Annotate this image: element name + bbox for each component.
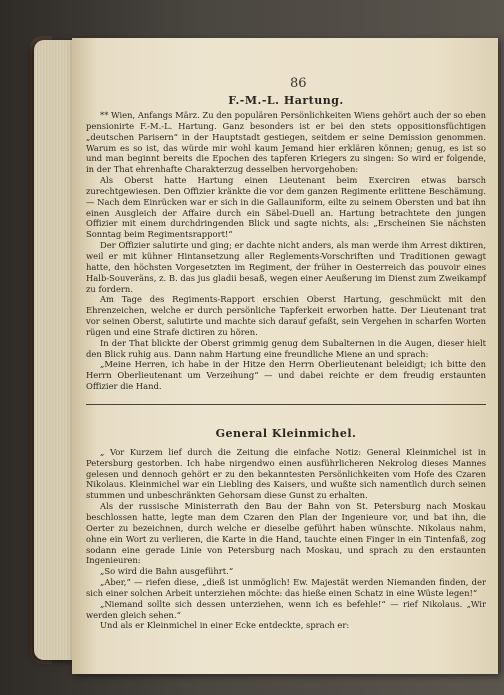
paragraph: „ Vor Kurzem lief durch die Zeitung die einfache Notiz: General Kleinmichel ist in Petersburg gestorben. Ich habe nirgendwo einen ausführlicheren Nekrolog dieses Mannes gelesen und dennoch gehört er zu den bekanntesten Persönlichkeiten vom Hofe des Czaren Nikolaus. Kleinmichel war ein Liebling des Kaisers, und wußte sich namentlich durch seinen stummen und unbeschränkten Gehorsam diese Gunst zu erhalten.	[86, 446, 486, 501]
paragraph: „Aber,“ — riefen diese, „dieß ist unmöglich! Ew. Majestät werden Niemanden finden, der sich einer solchen Arbeit unterziehen möchte: das hieße einen Schatz in eine Wüste legen!“	[86, 577, 486, 598]
paragraph: Am Tage des Regiments-Rapport erschien Oberst Hartung, geschmückt mit den Ehrenzeichen, welche er durch persönliche Tapferkeit erworben hatte. Der Lieutenant trat vor seinen Oberst, salutirte und machte sich darauf gefaßt, sein Vergehen in scharfen Worten rügen und eine Strafe dictiren zu hören.	[86, 294, 486, 337]
article-title-hartung: F.-M.-L. Hartung.	[228, 94, 344, 107]
paragraph: Und als er Kleinmichel in einer Ecke entdeckte, sprach er:	[100, 620, 350, 631]
paragraph: Als der russische Ministerrath den Bau der Bahn von St. Petersburg nach Moskau beschlossen hatte, legte man dem Czaren den Plan der Ingenieure vor, und bat ihn, die Oerter zu bezeichnen, durch welche er dieselbe geführt haben wünschte. Nikolaus nahm, ohne ein Wort zu verlieren, die Karte in die Hand, tauchte einen Finger in ein Tintenfaß, zog sodann eine gerade Linie von Petersburg nach Moskau, und sprach zu den erstaunten Ingenieuren:	[86, 501, 486, 566]
paragraph: „Meine Herren, ich habe in der Hitze den Herrn Oberlieutenant beleidigt; ich bitte den Herrn Oberlieutenant um Verzeihung“ — und dabei reichte er dem freudig erstaunten Offizier die Hand.	[86, 359, 486, 392]
paragraph: Als Oberst hatte Hartung einen Lieutenant beim Exerciren etwas barsch zurechtgewiesen. Den Offizier kränkte die vor dem ganzen Regimente erlittene Beschämung. — Nach dem Einrücken war er sich in die Gallauniform, eilte zu seinem Obersten und bat ihn einen Ausgleich der Affaire durch ein Säbel-Duell an. Hartung betrachtete den jungen Offizier mit einem durchdringenden Blick und sagte nichts, als: „Erscheinen Sie nächsten Sonntag beim Regimentsrapport!“	[86, 175, 486, 240]
paragraph: In der That blickte der Oberst grimmig genug dem Subalternen in die Augen, dieser hielt den Blick ruhig aus. Dann nahm Hartung eine freundliche Miene an und sprach:	[86, 337, 486, 359]
paragraph: „So wird die Bahn ausgeführt.“	[100, 566, 234, 577]
paragraph: „Niemand sollte sich dessen unterziehen, wenn ich es befehle!“ — rief Nikolaus. „Wir werden gleich sehen.“	[86, 598, 486, 620]
section-divider	[86, 404, 486, 405]
article-hartung	[86, 110, 486, 392]
page-text	[86, 72, 486, 631]
page-number: 86	[290, 76, 307, 91]
paragraph: ** Wien, Anfangs März. Zu den populären Persönlichkeiten Wiens gehört auch der so eben pensionirte F.-M.-L. Hartung. Ganz besonders ist er bei den stets oppositionsfüchtigen „deutschen Parisern“ in der Hauptstadt gestiegen, seitdem er seine Demission genommen. Warum es so ist, das würde mir wohl kaum Jemand hier erklären können; genug, es ist so und man beginnt bereits die Epochen des tapferen Kriegers zu singen: So wird er folgende, in der That ehrenhafte Charakterzug desselben hervorgehoben:	[86, 110, 487, 175]
paragraph: Der Offizier salutirte und ging; er dachte nicht anders, als man werde ihm Arrest diktiren, weil er mit kühner Hintansetzung aller Reglements-Vorschriften und Traditionen gewagt hatte, den höchsten Vorgesetzten im Regiment, der früher in Oesterreich das pouvoir eines Halb-Souveräns, z. B. das jus gladii besaß, wegen einer Aeußerung im Dienst zum Zweikampf zu fordern.	[86, 240, 486, 294]
article-kleinmichel	[86, 447, 486, 631]
book-page	[72, 38, 498, 674]
article-title-kleinmichel: General Kleinmichel.	[215, 426, 357, 440]
